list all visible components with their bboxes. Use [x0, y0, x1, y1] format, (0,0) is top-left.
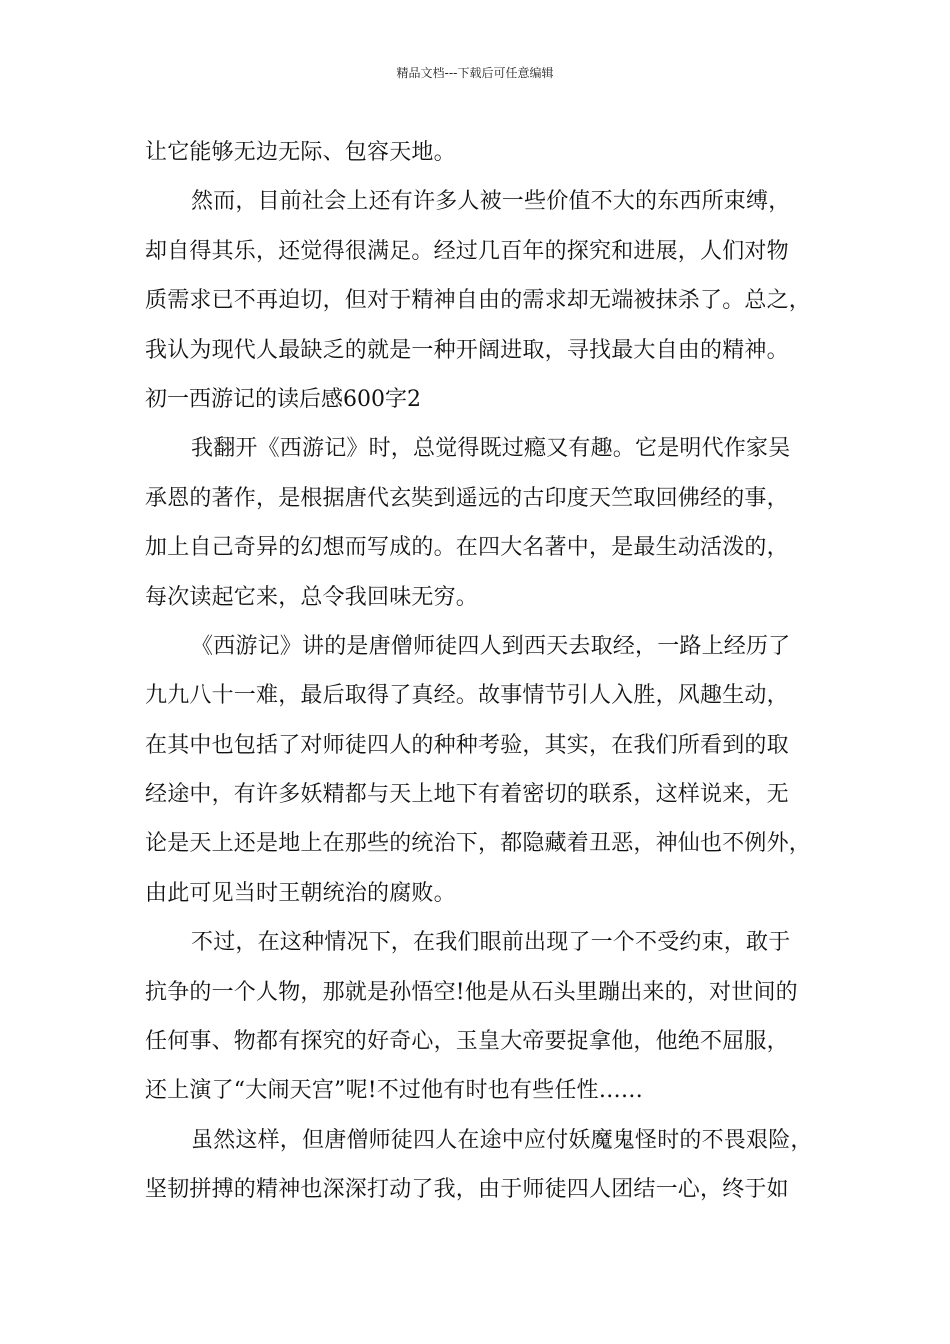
text-line: 论是天上还是地上在那些的统治下，都隐藏着丑恶，神仙也不例外， [145, 831, 812, 857]
paragraph-start-line: 《西游记》讲的是唐僧师徒四人到西天去取经，一路上经历了 [191, 633, 791, 659]
text-line: 坚韧拼搏的精神也深深打动了我，由于师徒四人团结一心，终于如 [145, 1177, 789, 1203]
text-line: 抗争的一个人物，那就是孙悟空!他是从石头里蹦出来的，对世间的 [145, 979, 798, 1005]
paragraph-start-line: 我翻开《西游记》时，总觉得既过瘾又有趣。它是明代作家吴 [191, 436, 791, 462]
text-line: 由此可见当时王朝统治的腐败。 [145, 880, 456, 906]
paragraph-start-line: 不过，在这种情况下，在我们眼前出现了一个不受约束，敢于 [191, 930, 791, 956]
text-line: 质需求已不再迫切，但对于精神自由的需求却无端被抹杀了。总之， [145, 288, 812, 314]
text-line: 让它能够无边无际、包容天地。 [145, 140, 456, 165]
paragraph-start-line: 然而，目前社会上还有许多人被一些价值不大的东西所束缚， [191, 189, 791, 215]
text-line: 每次读起它来，总令我回味无穷。 [145, 584, 479, 610]
text-line: 还上演了“大闹天宫”呢!不过他有时也有些任性…… [145, 1078, 644, 1104]
section-title: 初一西游记的读后感600字2 [145, 386, 421, 412]
text-line: 任何事、物都有探究的好奇心，玉皇大帝要捉拿他，他绝不屈服， [145, 1029, 789, 1055]
text-line: 在其中也包括了对师徒四人的种种考验，其实，在我们所看到的取 [145, 732, 789, 758]
text-line: 九九八十一难，最后取得了真经。故事情节引人入胜，风趣生动， [145, 683, 789, 709]
document-body [145, 128, 835, 1215]
page-header: 精品文档---下载后可任意编辑 [396, 66, 554, 80]
text-line: 我认为现代人最缺乏的就是一种开阔进取，寻找最大自由的精神。 [145, 337, 789, 363]
text-line: 却自得其乐，还觉得很满足。经过几百年的探究和进展，人们对物 [145, 238, 789, 264]
text-line: 经途中，有许多妖精都与天上地下有着密切的联系，这样说来，无 [145, 782, 789, 808]
text-line: 承恩的著作，是根据唐代玄奘到遥远的古印度天竺取回佛经的事， [145, 485, 789, 511]
paragraph-start-line: 虽然这样，但唐僧师徒四人在途中应付妖魔鬼怪时的不畏艰险， [191, 1127, 813, 1153]
text-line: 加上自己奇异的幻想而写成的。在四大名著中，是最生动活泼的， [145, 535, 789, 561]
